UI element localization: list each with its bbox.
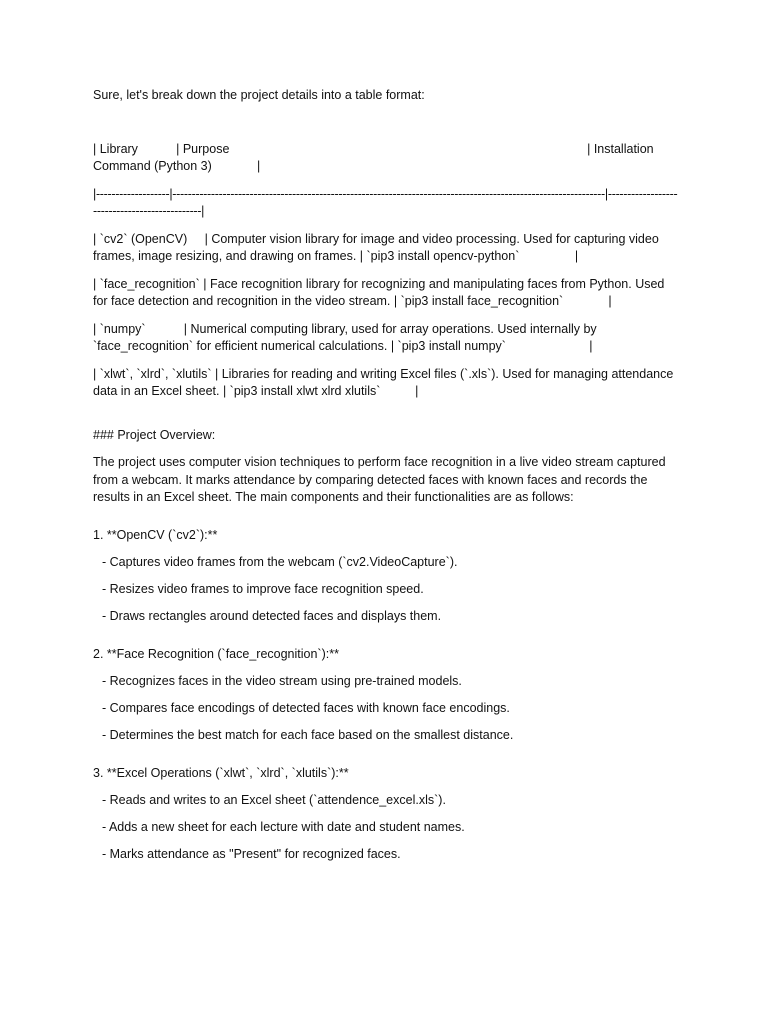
list-item: - Compares face encodings of detected faces with known face encodings. — [102, 701, 510, 715]
list-item: - Marks attendance as "Present" for recognized faces. — [102, 847, 401, 861]
list-item: - Resizes video frames to improve face recognition speed. — [102, 582, 424, 596]
list-item: - Adds a new sheet for each lecture with date and student names. — [102, 820, 465, 834]
list-item: - Reads and writes to an Excel sheet (`attendence_excel.xls`). — [102, 793, 446, 807]
list-item: - Determines the best match for each face based on the smallest distance. — [102, 728, 514, 742]
table-row-numpy: | `numpy` | Numerical computing library, used for array operations. Used internally by `face_recognition` for efficient numerical calculations. | `pip3 install numpy` | — [93, 321, 601, 353]
document-page — [93, 87, 678, 873]
table-header-row: | Library | Purpose | Installation Command (Python 3) | — [93, 141, 658, 173]
list-item: - Draws rectangles around detected faces and displays them. — [102, 609, 442, 623]
table-row-face-recognition: | `face_recognition` | Face recognition library for recognizing and manipulating faces from Python. Used for face detection and recognition in the video stream. | `pip3 install face_recognition` | — [93, 276, 668, 308]
overview-heading: ### Project Overview: — [93, 427, 216, 442]
table-row-cv2: | `cv2` (OpenCV) | Computer vision library for image and video processing. Used for capturing video frames, image resizing, and drawing on frames. | `pip3 install opencv-python` | — [93, 231, 663, 263]
section-title-face-recognition: 2. **Face Recognition (`face_recognition`):** — [93, 646, 339, 661]
intro-text: Sure, let's break down the project details into a table format: — [93, 88, 425, 102]
list-item: - Recognizes faces in the video stream using pre-trained models. — [102, 674, 462, 688]
section-title-opencv: 1. **OpenCV (`cv2`):** — [93, 527, 218, 542]
table-row-xlwt: | `xlwt`, `xlrd`, `xlutils` | Libraries for reading and writing Excel files (`.xls`). Used for managing attendance data in an Excel sheet. | `pip3 install xlwt xlrd xlutils` | — [93, 366, 677, 398]
overview-text: The project uses computer vision techniques to perform face recognition in a live video stream captured from a webcam. It marks attendance by comparing detected faces with known faces and records the results in an Excel sheet. The main components and their functionalities are as follows: — [93, 455, 670, 504]
section-title-excel: 3. **Excel Operations (`xlwt`, `xlrd`, `xlutils`):** — [93, 765, 349, 780]
table-separator-row: |-------------------|----------------------------------------------------------------------------------------------------------------|----------------------------------------------| — [93, 186, 678, 218]
list-item: - Captures video frames from the webcam (`cv2.VideoCapture`). — [102, 555, 458, 569]
